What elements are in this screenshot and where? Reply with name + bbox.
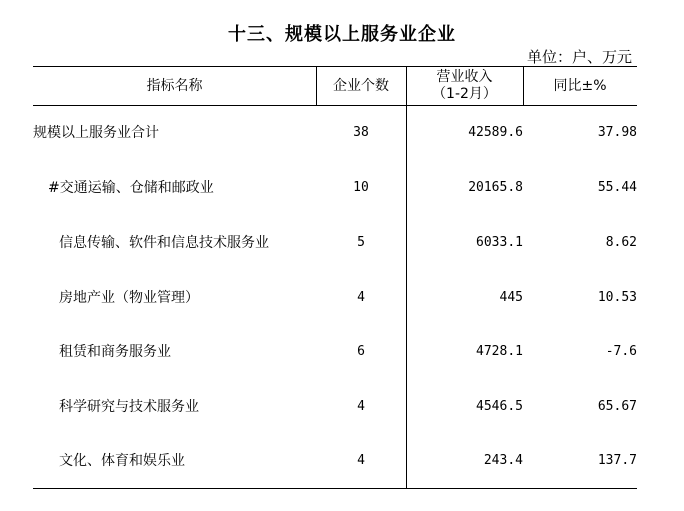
row-name: 房地产业（物业管理）	[59, 290, 199, 306]
row-name: 租赁和商务服务业	[59, 344, 171, 360]
header-revenue-line2: （1-2月）	[432, 86, 497, 102]
row-yoy: 8.62	[605, 235, 637, 250]
header-revenue	[406, 67, 523, 105]
header-revenue-line1: 营业收入	[436, 69, 493, 85]
header-divider	[33, 105, 637, 106]
row-yoy: -7.6	[605, 344, 637, 359]
row-name: #交通运输、仓储和邮政业	[48, 180, 214, 196]
row-yoy: 10.53	[597, 290, 637, 305]
row-revenue: 4728.1	[476, 344, 523, 359]
row-yoy: 55.44	[597, 180, 637, 195]
row-count: 5	[357, 235, 365, 250]
page-title: 十三、规模以上服务业企业	[228, 24, 456, 45]
row-yoy: 65.67	[597, 399, 637, 414]
row-count: 38	[353, 125, 369, 140]
row-count: 4	[357, 290, 365, 305]
row-revenue: 445	[499, 290, 523, 305]
row-count: 4	[357, 399, 365, 414]
row-name: 文化、体育和娱乐业	[59, 453, 185, 469]
row-revenue: 243.4	[483, 453, 523, 468]
row-revenue: 6033.1	[476, 235, 523, 250]
row-count: 6	[357, 344, 365, 359]
row-revenue: 20165.8	[468, 180, 523, 195]
row-revenue: 42589.6	[468, 125, 523, 140]
unit-label: 单位：户、万元	[526, 48, 632, 66]
statistics-table	[33, 66, 637, 489]
row-yoy: 37.98	[597, 125, 637, 140]
row-revenue: 4546.5	[476, 399, 523, 414]
row-name: 科学研究与技术服务业	[59, 399, 199, 415]
row-name: 信息传输、软件和信息技术服务业	[59, 235, 269, 251]
row-count: 10	[353, 180, 369, 195]
header-name: 指标名称	[146, 77, 203, 94]
header-yoy: 同比±%	[553, 77, 607, 94]
header-count: 企业个数	[333, 77, 389, 94]
row-yoy: 137.7	[597, 453, 637, 468]
row-name: 规模以上服务业合计	[33, 125, 159, 141]
row-count: 4	[357, 453, 365, 468]
